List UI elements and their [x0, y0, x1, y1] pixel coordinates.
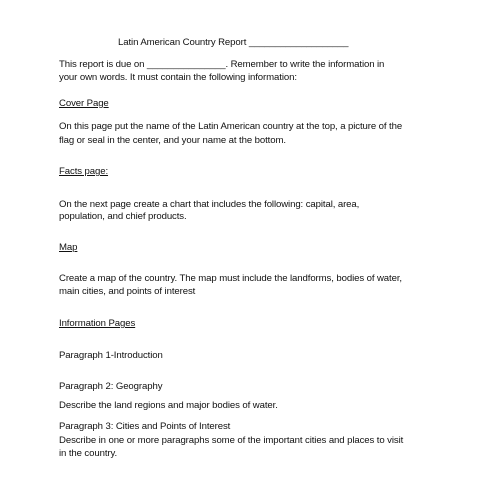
intro-line-2: your own words. It must contain the following information:	[59, 72, 297, 83]
paragraph-2-label: Paragraph 2: Geography	[59, 381, 163, 392]
paragraph-3-description-line-2: in the country.	[59, 448, 118, 459]
facts-page-heading: Facts page:	[59, 166, 109, 177]
facts-page-text-line-2: population, and chief products.	[59, 211, 187, 222]
cover-page-text-line-1: On this page put the name of the Latin American country at the top, a picture of the	[59, 121, 403, 132]
paragraph-3-description-line-1: Describe in one or more paragraphs some of the important cities and places to visit	[59, 435, 404, 446]
intro-line-1: This report is due on _______________. Remember to write the information in	[59, 59, 385, 70]
map-text-line-1: Create a map of the country. The map must include the landforms, bodies of water,	[59, 273, 402, 284]
paragraph-2-description: Describe the land regions and major bodies of water.	[59, 400, 278, 411]
paragraph-1-label: Paragraph 1-Introduction	[59, 350, 163, 361]
facts-page-text-line-1: On the next page create a chart that includes the following: capital, area,	[59, 199, 360, 210]
map-text-line-2: main cities, and points of interest	[59, 286, 196, 297]
cover-page-text-line-2: flag or seal in the center, and your name at the bottom.	[59, 135, 286, 146]
information-pages-heading: Information Pages	[59, 318, 136, 329]
cover-page-heading: Cover Page	[59, 98, 109, 109]
map-heading: Map	[59, 242, 78, 253]
report-title: Latin American Country Report ___________________	[118, 37, 349, 48]
paragraph-3-label: Paragraph 3: Cities and Points of Interest	[59, 421, 231, 432]
